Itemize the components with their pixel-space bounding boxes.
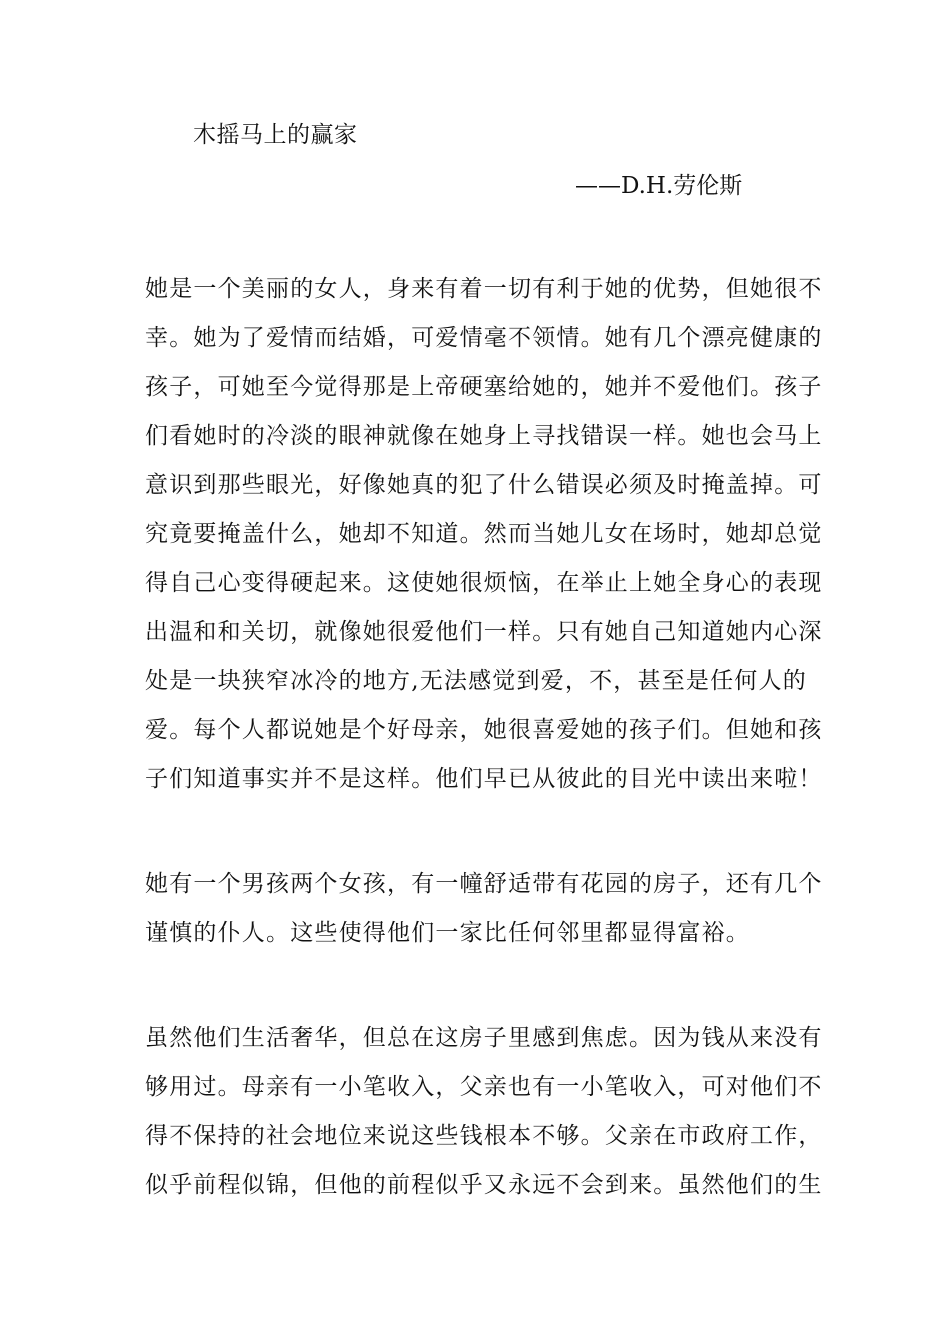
paragraph-line: 她有一个男孩两个女孩，有一幢舒适带有花园的房子，还有几个 (145, 871, 823, 897)
paragraph-line: 子们知道事实并不是这样。他们早已从彼此的目光中读出来啦！ (145, 766, 823, 792)
paragraph-line: 似乎前程似锦，但他的前程似乎又永远不会到来。虽然他们的生 (145, 1172, 823, 1198)
paragraph-line: 出温和和关切，就像她很爱他们一样。只有她自己知道她内心深 (145, 619, 823, 645)
author-line: ——D.H.劳伦斯 (575, 173, 743, 199)
paragraph-line: 孩子，可她至今觉得那是上帝硬塞给她的，她并不爱他们。孩子 (145, 374, 823, 400)
paragraph-1 (145, 265, 823, 804)
paragraph-line: 够用过。母亲有一小笔收入，父亲也有一小笔收入，可对他们不 (145, 1074, 823, 1100)
paragraph-line: 得自己心变得硬起来。这使她很烦恼，在举止上她全身心的表现 (145, 570, 823, 596)
paragraph-line: 得不保持的社会地位来说这些钱根本不够。父亲在市政府工作， (145, 1123, 823, 1149)
paragraph-line: 爱。每个人都说她是个好母亲，她很喜爱她的孩子们。但她和孩 (145, 717, 823, 743)
paragraph-line: 幸。她为了爱情而结婚，可爱情毫不领情。她有几个漂亮健康的 (145, 325, 823, 351)
paragraph-line: 究竟要掩盖什么，她却不知道。然而当她儿女在场时，她却总觉 (145, 521, 823, 547)
paragraph-line: 处是一块狭窄冰冷的地方,无法感觉到爱，不，甚至是任何人的 (145, 668, 807, 694)
paragraph-line: 意识到那些眼光，好像她真的犯了什么错误必须及时掩盖掉。可 (145, 472, 823, 498)
paragraph-3 (145, 1014, 823, 1210)
paragraph-line: 她是一个美丽的女人，身来有着一切有利于她的优势，但她很不 (145, 276, 823, 302)
paragraph-line: 谨慎的仆人。这些使得他们一家比任何邻里都显得富裕。 (145, 920, 750, 946)
paragraph-2 (145, 860, 823, 958)
story-title: 木摇马上的赢家 (193, 122, 358, 148)
paragraph-line: 虽然他们生活奢华，但总在这房子里感到焦虑。因为钱从来没有 (145, 1025, 823, 1051)
paragraph-line: 们看她时的冷淡的眼神就像在她身上寻找错误一样。她也会马上 (145, 423, 823, 449)
